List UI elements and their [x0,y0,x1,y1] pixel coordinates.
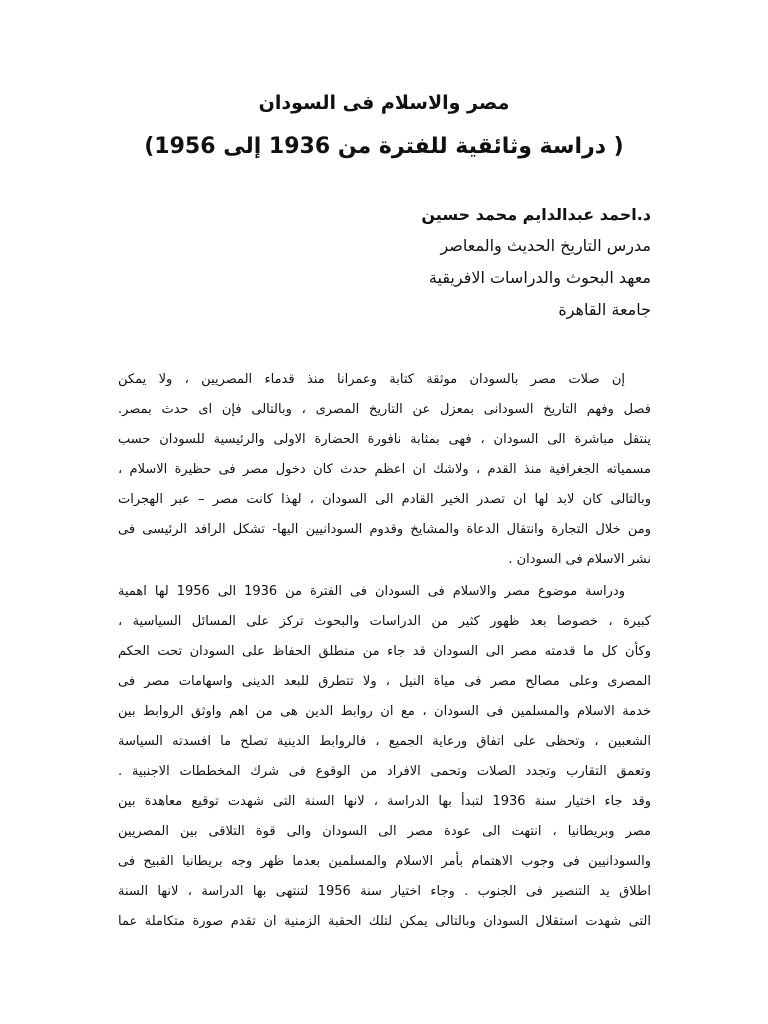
paragraph-line: وقد جاء اختيار سنة 1936 لتبدأ بها الدراسة ، لانها السنة التى شهدت توقيع معاهدة بين [118,794,651,809]
paragraph-line: التى شهدت استقلال السودان وبالتالى يمكن لتلك الحقبة الزمنية ان تقدم صورة متكاملة عما [118,914,651,929]
author-position: مدرس التاريخ الحديث والمعاصر [440,236,651,255]
paragraph-line: فصل وفهم التاريخ السودانى بمعزل عن التاريخ المصرى ، وبالتالى فإن اى حدث بمصر. [118,402,651,417]
document-subtitle: ( دراسة وثائقية للفترة من 1936 إلى 1956) [144,134,624,159]
body-paragraph [118,365,651,575]
paragraph-line: الشعبين ، وتحظى على اتفاق ورعاية الجميع ، فالروابط الدينية تصلح ما افسدته السياسة [118,734,651,749]
paragraph-line: إن صلات مصر بالسودان موثقة كتابة وعمرانا منذ قدماء المصريين ، ولا يمكن [118,372,625,387]
paragraph-line: والسودانيين فى وجوب الاهتمام بأمر الاسلام والمسلمين بعدما ظهر وجه بريطانيا القبيح فى [118,854,651,869]
author-block [421,200,651,326]
paragraph-line: خدمة الاسلام والمسلمين فى السودان ، مع ان روابط الدين هى من اهم واوثق الروابط بين [118,704,651,719]
paragraph-line: كبيرة ، خصوصا بعد ظهور كثير من الدراسات والبحوث تركز على المسائل السياسية ، [118,614,651,629]
document-title: مصر والاسلام فى السودان [258,92,510,114]
paragraph-line: اطلاق يد التنصير فى الجنوب . وجاء اختيار سنة 1956 لتنتهى بها الدراسة ، لانها السنة [118,884,651,899]
author-institute: معهد البحوث والدراسات الافريقية [428,268,651,287]
paragraph-line: ينتقل مباشرة الى السودان ، فهى بمثابة نافورة الحضارة الاولى والرئيسية للسودان حسب [118,432,651,447]
paragraph-line: وكأن كل ما قدمته مصر الى السودان قد جاء من منطلق الحفاظ على السودان تحت الحكم [118,644,651,659]
author-university: جامعة القاهرة [558,300,651,319]
body-paragraph [118,577,651,937]
paragraph-line: نشر الاسلام فى السودان . [508,552,651,567]
paragraph-line: وتعمق التقارب وتجدد الصلات وتحمى الافراد من الوقوع فى شرك المخططات الاجنبية . [118,764,651,779]
paragraph-line: ودراسة موضوع مصر والاسلام فى السودان فى الفترة من 1936 الى 1956 لها اهمية [118,584,625,599]
author-name: د.احمد عبدالدايم محمد حسين [421,205,651,224]
paragraph-line: وبالتالى كان لابد لها ان تصدر الخير القادم الى السودان ، لهذا كانت مصر – عبر الهجرات [118,492,651,507]
paragraph-line: مصر وبريطانيا ، انتهت الى عودة مصر الى السودان والى قوة التلاقى بين المصريين [118,824,651,839]
paragraph-line: مسمياته الجغرافية منذ القدم ، ولاشك ان اعظم حدث كان دخول مصر فى حظيرة الاسلام ، [118,462,651,477]
paragraph-line: ومن خلال التجارة وانتقال الدعاة والمشايخ وقدوم السودانيين اليها- تشكل الرافد الرئيسى فى [118,522,651,537]
paragraph-line: المصرى وعلى مصالح مصر فى مياة النيل ، ولا تتطرق للبعد الدينى واسهامات مصر فى [118,674,651,689]
